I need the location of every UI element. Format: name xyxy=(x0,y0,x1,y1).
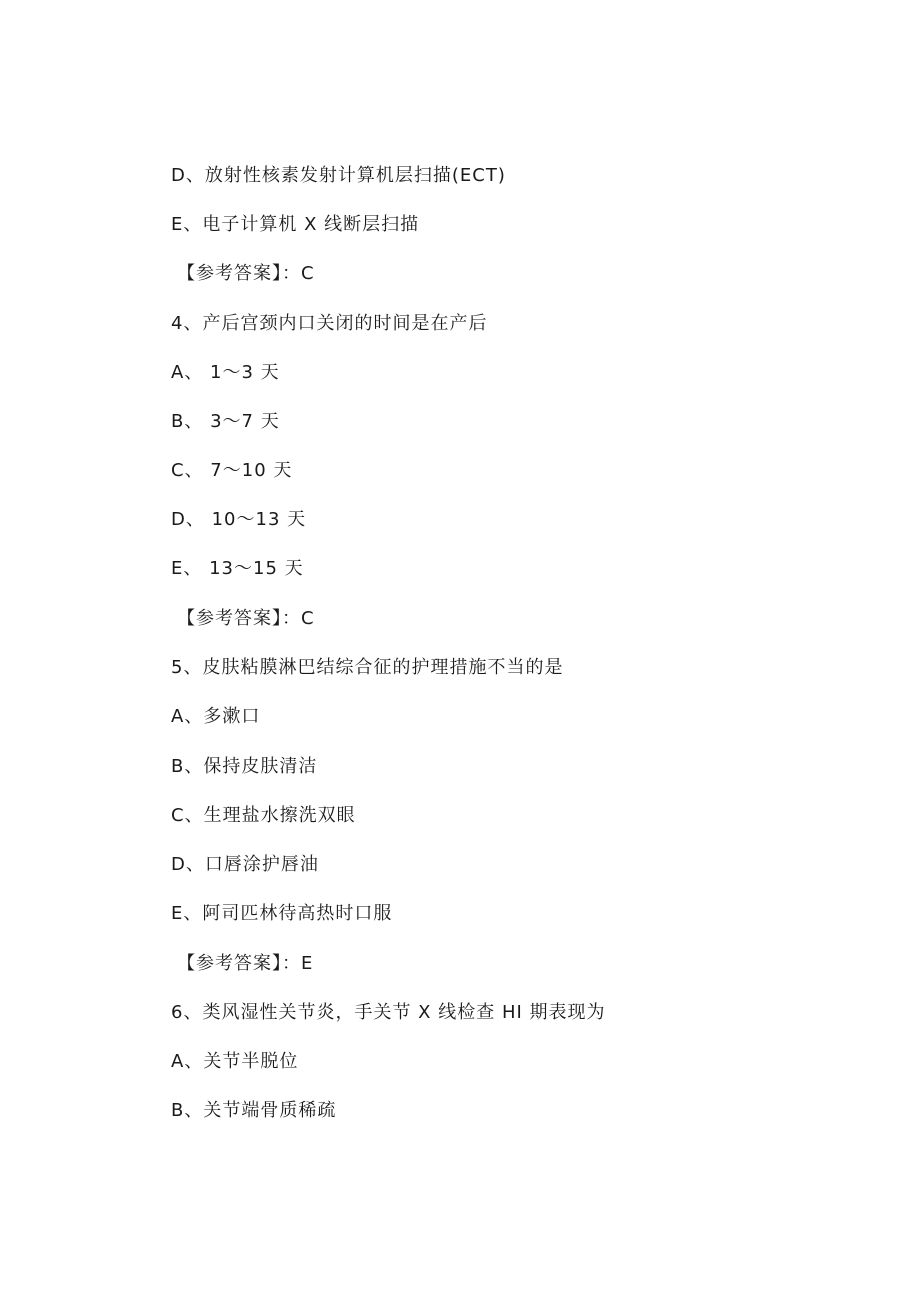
answer-q5: 【参考答案】：E xyxy=(177,953,314,974)
option-d-ect: D、放射性核素发射计算机层扫描(ECT) xyxy=(171,165,506,186)
q6-option-a: A、关节半脱位 xyxy=(171,1051,299,1072)
q5-option-b: B、保持皮肤清洁 xyxy=(171,756,318,777)
q4-option-a: A、 1～3 天 xyxy=(171,362,280,383)
q5-option-a: A、多漱口 xyxy=(171,706,261,727)
answer-q3: 【参考答案】：C xyxy=(177,263,315,284)
question-4: 4、产后宫颈内口关闭的时间是在产后 xyxy=(171,313,488,334)
answer-q4: 【参考答案】：C xyxy=(177,608,315,629)
q4-option-e: E、 13～15 天 xyxy=(171,558,304,579)
q4-option-b: B、 3～7 天 xyxy=(171,411,280,432)
option-e-ct: E、电子计算机 X 线断层扫描 xyxy=(171,214,420,235)
q4-option-c: C、 7～10 天 xyxy=(171,460,293,481)
q5-option-c: C、生理盐水擦洗双眼 xyxy=(171,805,356,826)
q4-option-d: D、 10～13 天 xyxy=(171,509,307,530)
q5-option-d: D、口唇涂护唇油 xyxy=(171,854,319,875)
question-6: 6、类风湿性关节炎，手关节 X 线检查 HI 期表现为 xyxy=(171,1002,606,1023)
q5-option-e: E、阿司匹林待高热时口服 xyxy=(171,903,393,924)
q6-option-b: B、关节端骨质稀疏 xyxy=(171,1100,337,1121)
question-5: 5、皮肤粘膜淋巴结综合征的护理措施不当的是 xyxy=(171,657,564,678)
